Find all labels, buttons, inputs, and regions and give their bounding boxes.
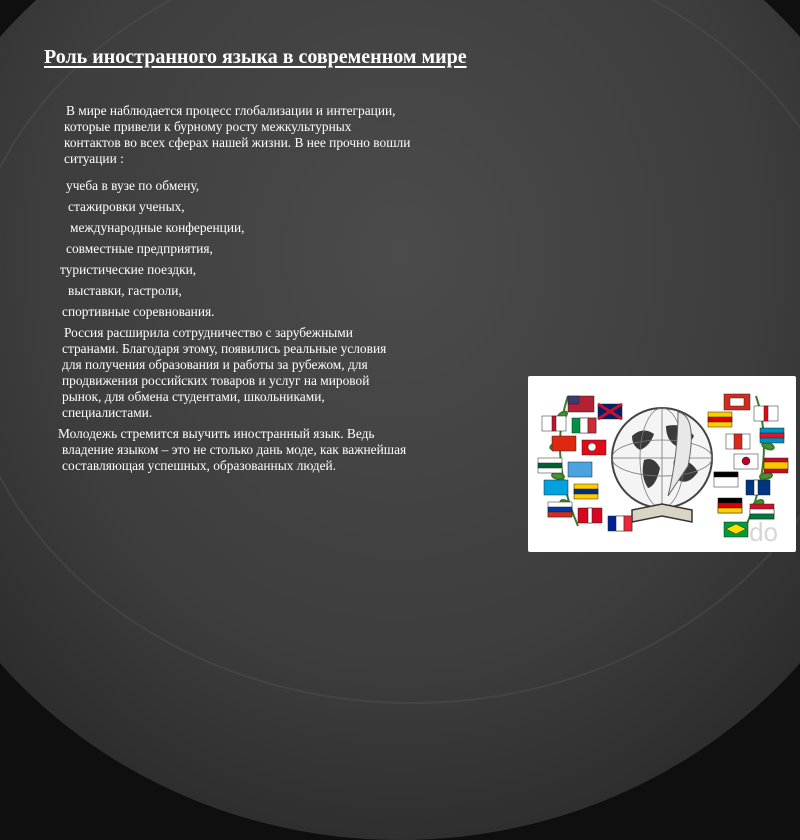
list-item: спортивные соревнования. [62,304,215,319]
list-item: стажировки ученых, [68,199,185,214]
body-line: ситуации : [64,151,124,166]
body-line: составляющая успешных, образованных людей. [62,458,337,473]
body-line: специалистами. [62,405,153,420]
list-item: учеба в вузе по обмену, [66,178,200,193]
list-item: туристические поездки, [60,262,197,277]
body-line: рынок, для обмена студентами, школьниками, [62,389,325,404]
list-item: совместные предприятия, [66,241,213,256]
body-line: Молодежь стремится выучить иностранный язык. Ведь [58,426,375,441]
body-line: контактов во всех сферах нашей жизни. В нее прочно вошли [64,135,411,150]
body-line: странами. Благодаря этому, появились реальные условия [62,341,387,356]
body-line: которые привели к бурному росту межкультурных [64,119,352,134]
body-line: В мире наблюдается процесс глобализации и интеграции, [66,103,396,118]
body-line: для получения образования и работы за рубежом, для [62,357,368,372]
slide-title: Роль иностранного языка в современном мире [44,46,467,68]
globe-with-flags-image [528,376,796,552]
list-item: выставки, гастроли, [68,283,182,298]
body-line: продвижения российских товаров и услуг на мировой [62,373,370,388]
body-line: Россия расширила сотрудничество с зарубежными [64,325,353,340]
body-line: владение языком – это не столько дань моде, как важнейшая [62,442,407,457]
list-item: международные конференции, [70,220,245,235]
image-watermark: do [749,517,778,547]
